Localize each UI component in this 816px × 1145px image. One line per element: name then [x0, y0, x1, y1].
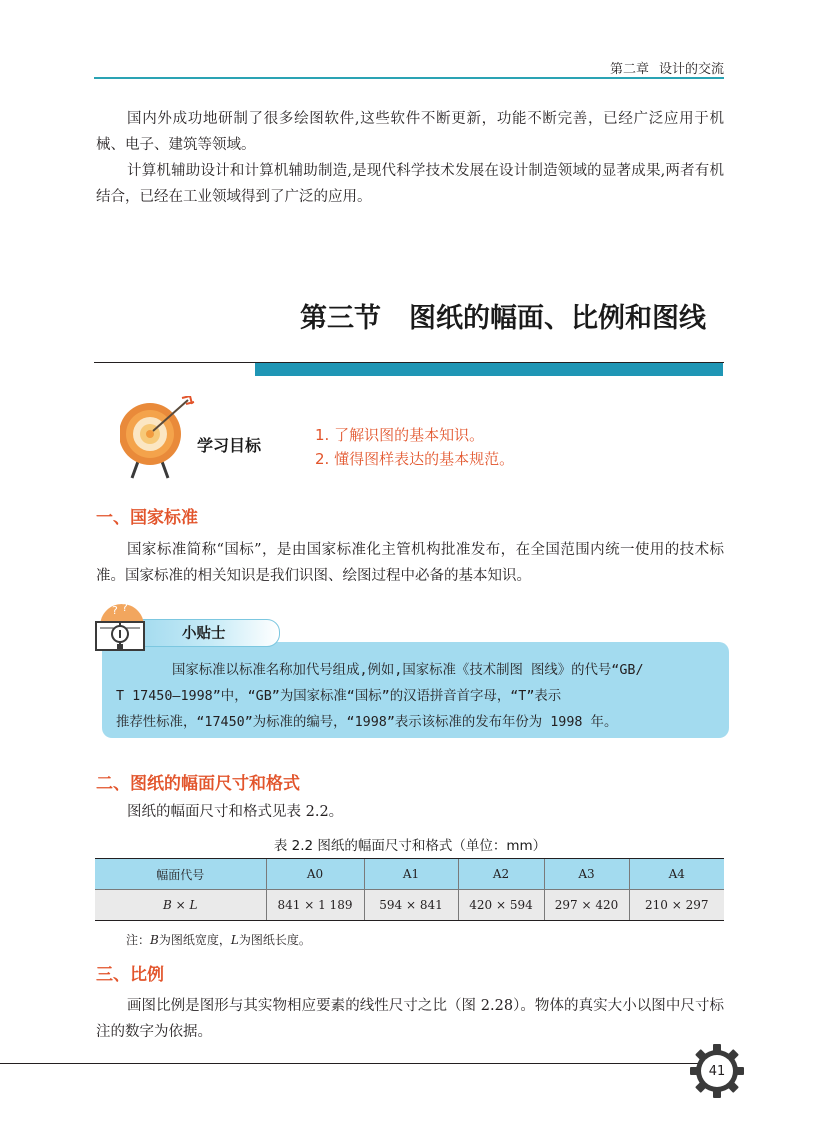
table-header-cell: A3 — [544, 859, 629, 890]
table-cell: 594 × 841 — [364, 890, 458, 921]
footer-rule — [0, 1063, 703, 1064]
section-title-text: 图纸的幅面、比例和图线 — [409, 303, 706, 334]
note-b: B — [150, 933, 159, 947]
objectives-label: 学习目标 — [197, 436, 262, 455]
paragraph-scale: 画图比例是图形与其实物相应要素的线性尺寸之比（图 2.28）。物体的真实大小以图中尺寸标注的数字为依据。 — [96, 998, 724, 1040]
objective-item: 1. 了解识图的基本知识。 — [315, 426, 485, 444]
heading-scale: 三、比例 — [96, 965, 164, 985]
intro-paragraph-1: 国内外成功地研制了很多绘图软件,这些软件不断更新，功能不断完善，已经广泛应用于机械、电子、建筑等领域。 — [96, 111, 724, 153]
table-cell: 420 × 594 — [458, 890, 544, 921]
note-l: L — [230, 933, 239, 947]
tip-line: 国家标准以标准名称加代号组成,例如,国家标准《技术制图 图线》的代号“GB/ — [172, 663, 644, 678]
page-number: 41 — [708, 1064, 726, 1079]
intro-paragraph-2: 计算机辅助设计和计算机辅助制造,是现代科学技术发展在设计制造领域的显著成果,两者有机结合，已经在工业领域得到了广泛的应用。 — [96, 163, 724, 205]
table-cell: 841 × 1 189 — [266, 890, 364, 921]
tip-line: T 17450—1998”中，“GB”为国家标准“国标”的汉语拼音首字母，“T”表示 — [116, 689, 562, 704]
section-number: 第三节 — [300, 303, 381, 334]
table-header-cell: A4 — [629, 859, 724, 890]
chapter-number: 第二章 — [609, 62, 649, 77]
tip-text — [116, 658, 704, 736]
table-row — [95, 890, 724, 921]
objectives-list — [315, 423, 514, 471]
tip-line: 推荐性标准，“17450”为标准的编号，“1998”表示该标准的发布年份为 1998 年。 — [116, 715, 618, 730]
paragraph-paper-size: 图纸的幅面尺寸和格式见表 2.2。 — [127, 804, 344, 820]
running-header — [560, 58, 724, 77]
note-l-text: 为图纸长度。 — [238, 933, 311, 947]
objective-item: 2. 懂得图样表达的基本规范。 — [315, 450, 515, 468]
paper-size-table — [95, 858, 724, 921]
table-header-row — [95, 859, 724, 890]
table-header-cell: A0 — [266, 859, 364, 890]
svg-text:?: ? — [112, 604, 118, 617]
heading-national-standard: 一、国家标准 — [96, 508, 198, 528]
section-title — [200, 296, 706, 335]
tip-label: 小贴士 — [182, 626, 226, 642]
paragraph-national-standard: 国家标准简称“国标”，是由国家标准化主管机构批准发布，在全国范围内统一使用的技术标准。国家标准的相关知识是我们识图、绘图过程中必备的基本知识。 — [96, 542, 724, 584]
book-lightbulb-icon — [92, 600, 148, 658]
table-cell: B × L — [95, 890, 266, 921]
svg-text:?: ? — [122, 601, 128, 614]
table-cell: 297 × 420 — [544, 890, 629, 921]
chapter-title: 设计的交流 — [658, 62, 724, 77]
table-cell: 210 × 297 — [629, 890, 724, 921]
heading-paper-size: 二、图纸的幅面尺寸和格式 — [96, 774, 300, 794]
header-rule — [94, 77, 724, 79]
table-caption: 表 2.2 图纸的幅面尺寸和格式（单位：mm） — [273, 838, 547, 854]
note-prefix: 注： — [126, 933, 151, 947]
section-title-bar — [255, 363, 723, 376]
table-header-cell: A1 — [364, 859, 458, 890]
target-icon — [120, 396, 200, 480]
table-note — [126, 931, 311, 948]
table-header-cell: A2 — [458, 859, 544, 890]
table-header-cell: 幅面代号 — [95, 859, 266, 890]
note-b-text: 为图纸宽度， — [158, 933, 231, 947]
